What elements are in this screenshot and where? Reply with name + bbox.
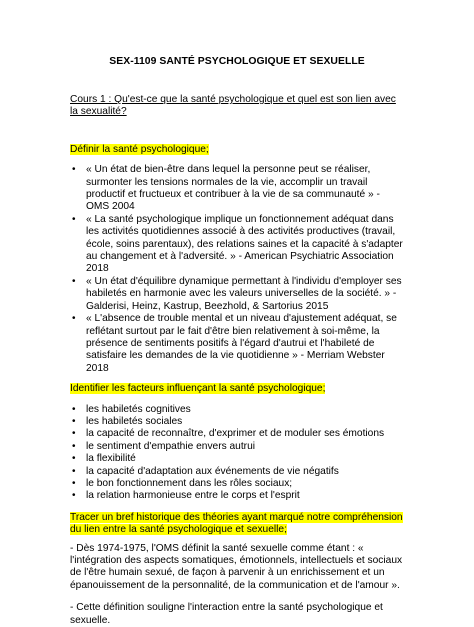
- bullet-icon: •: [72, 275, 76, 287]
- list-item-text: la capacité de reconnaître, d'exprimer et de moduler ses émotions: [86, 428, 385, 440]
- bullet-icon: •: [72, 415, 76, 427]
- section-heading-definir: [70, 144, 404, 156]
- list-item: [70, 313, 404, 375]
- list-item: [70, 416, 404, 428]
- list-item: [70, 490, 404, 502]
- factors-list: [70, 404, 404, 503]
- list-item: [70, 276, 404, 313]
- paragraph-oms-definition: - Dès 1974-1975, l'OMS définit la santé sexuelle comme étant : « l'intégration des aspects somatiques, émotionnels, intellectuels et sociaux de l'être humain sexué, de façon à parvenir à un enrichissement et un épanouissement de la personnalité, de la communication et de l'amour ».: [70, 542, 403, 591]
- list-item: [70, 214, 404, 276]
- list-item-text: « L'absence de trouble mental et un niveau d'ajustement adéquat, se reflétant surtout par le fait d'être bien relativement à soi-même, la présence de sentiments positifs à l'égard d'autrui et l'habileté de satisfaire les demandes de la vie quotidienne » - Merriam Webster 2018: [86, 313, 397, 374]
- definition-list: [70, 164, 404, 375]
- list-item-text: les habiletés cognitives: [86, 403, 191, 415]
- bullet-icon: •: [72, 465, 76, 477]
- bullet-icon: •: [72, 213, 76, 225]
- course-heading: Cours 1 : Qu'est-ce que la santé psychologique et quel est son lien avec la sexualité?: [70, 94, 396, 118]
- list-item: [70, 441, 404, 453]
- highlighted-heading-text: Identifier les facteurs influençant la santé psychologique;: [70, 383, 326, 395]
- list-item-text: la relation harmonieuse entre le corps et l'esprit: [86, 490, 300, 502]
- list-item: [70, 428, 404, 440]
- bullet-icon: •: [72, 428, 76, 440]
- bullet-icon: •: [72, 453, 76, 465]
- list-item-text: le sentiment d'empathie envers autrui: [86, 440, 255, 452]
- list-item-text: les habiletés sociales: [86, 415, 183, 427]
- list-item: [70, 466, 404, 478]
- section-heading-historique: [70, 512, 404, 537]
- highlighted-heading-text: Tracer un bref historique des théories ayant marqué notre compréhension du lien entre la santé psychologique et sexuelle;: [70, 511, 403, 536]
- list-item: [70, 478, 404, 490]
- bullet-icon: •: [72, 164, 76, 176]
- paragraph-interaction: - Cette définition souligne l'interaction entre la santé psychologique et sexuelle.: [70, 602, 383, 626]
- document-title: SEX-1109 SANTÉ PSYCHOLOGIQUE ET SEXUELLE: [109, 56, 365, 67]
- bullet-icon: •: [72, 403, 76, 415]
- bullet-icon: •: [72, 477, 76, 489]
- bullet-icon: •: [72, 440, 76, 452]
- list-item-text: la flexibilité: [86, 453, 136, 465]
- list-item-text: « Un état d'équilibre dynamique permettant à l'individu d'employer ses habiletés en harmonie avec les valeurs universelles de la société. » - Galderisi, Heinz, Kastrup, Beezhold, & Sartorius 2015: [86, 275, 402, 312]
- bullet-icon: •: [72, 313, 76, 325]
- bullet-icon: •: [72, 490, 76, 502]
- list-item: [70, 164, 404, 214]
- list-item-text: la capacité d'adaptation aux événements de vie négatifs: [86, 465, 339, 477]
- list-item: [70, 404, 404, 416]
- list-item-text: « La santé psychologique implique un fonctionnement adéquat dans les activités quotidiennes associé à des activités productives (travail, école, soins parentaux), des relations saines et la capacité à s'adapter au changement et à l'adversité. » - American Psychiatric Association 2018: [86, 213, 403, 275]
- highlighted-heading-text: Définir la santé psychologique;: [70, 143, 209, 155]
- section-heading-facteurs: [70, 383, 404, 395]
- list-item-text: « Un état de bien-être dans lequel la personne peut se réaliser, surmonter les tensions normales de la vie, accomplir un travail productif et fructueux et contribuer à la vie de sa communauté » - OMS 2004: [86, 164, 380, 213]
- list-item-text: le bon fonctionnement dans les rôles sociaux;: [86, 477, 293, 489]
- list-item: [70, 453, 404, 465]
